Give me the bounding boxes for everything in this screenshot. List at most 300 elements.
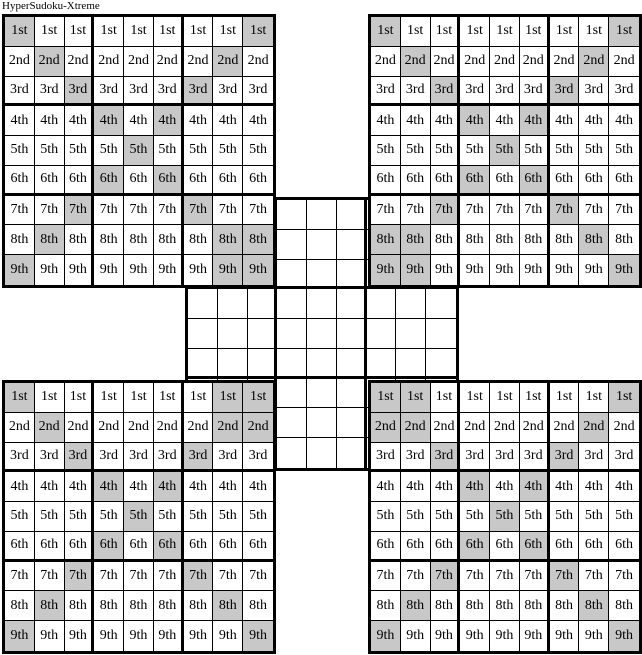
cell-bottom-left-r7c3[interactable]: 7th — [65, 562, 95, 592]
cell-top-left-r6c2[interactable]: 6th — [35, 166, 65, 196]
cell-top-left-r7c6[interactable]: 7th — [154, 196, 184, 226]
cell-bottom-right-r9c5[interactable]: 9th — [490, 621, 520, 651]
cell-bottom-left-r6c9[interactable]: 6th — [243, 532, 273, 562]
cell-center-r5c6[interactable] — [337, 319, 367, 349]
cell-center-r9c5[interactable] — [307, 438, 337, 468]
cell-bottom-left-r3c4[interactable]: 3rd — [94, 443, 124, 473]
cell-top-right-r4c3[interactable]: 4th — [431, 106, 461, 136]
cell-top-right-r8c9[interactable]: 8th — [609, 225, 639, 255]
cell-bottom-left-r4c4[interactable]: 4th — [94, 472, 124, 502]
cell-bottom-right-r4c6[interactable]: 4th — [520, 472, 550, 502]
cell-bottom-right-r1c8[interactable]: 1st — [579, 383, 609, 413]
cell-bottom-left-r3c3[interactable]: 3rd — [65, 443, 95, 473]
cell-top-left-r6c1[interactable]: 6th — [5, 166, 35, 196]
cell-center-r9c6[interactable] — [337, 438, 367, 468]
cell-top-left-r3c6[interactable]: 3rd — [154, 77, 184, 107]
cell-center-r3c5[interactable] — [307, 260, 337, 290]
cell-top-right-r9c1[interactable]: 9th — [371, 255, 401, 285]
cell-bottom-left-r8c1[interactable]: 8th — [5, 591, 35, 621]
cell-center-r4c4[interactable] — [277, 289, 307, 319]
cell-top-right-r8c6[interactable]: 8th — [520, 225, 550, 255]
cell-top-right-r1c1[interactable]: 1st — [371, 17, 401, 47]
cell-top-right-r7c6[interactable]: 7th — [520, 196, 550, 226]
cell-bottom-right-r7c2[interactable]: 7th — [401, 562, 431, 592]
cell-top-right-r4c6[interactable]: 4th — [520, 106, 550, 136]
cell-center-r5c9[interactable] — [426, 319, 456, 349]
cell-top-left-r7c2[interactable]: 7th — [35, 196, 65, 226]
cell-top-right-r2c3[interactable]: 2nd — [431, 47, 461, 77]
cell-top-left-r9c6[interactable]: 9th — [154, 255, 184, 285]
cell-bottom-right-r5c2[interactable]: 5th — [401, 502, 431, 532]
cell-bottom-right-r9c7[interactable]: 9th — [550, 621, 580, 651]
cell-top-right-r8c8[interactable]: 8th — [579, 225, 609, 255]
cell-bottom-right-r5c1[interactable]: 5th — [371, 502, 401, 532]
cell-bottom-left-r1c6[interactable]: 1st — [154, 383, 184, 413]
cell-bottom-right-r4c8[interactable]: 4th — [579, 472, 609, 502]
cell-top-left-r2c2[interactable]: 2nd — [35, 47, 65, 77]
cell-top-right-r4c1[interactable]: 4th — [371, 106, 401, 136]
cell-top-left-r4c1[interactable]: 4th — [5, 106, 35, 136]
cell-bottom-left-r5c5[interactable]: 5th — [124, 502, 154, 532]
cell-bottom-left-r5c7[interactable]: 5th — [184, 502, 214, 532]
cell-bottom-right-r5c7[interactable]: 5th — [550, 502, 580, 532]
cell-top-right-r7c8[interactable]: 7th — [579, 196, 609, 226]
cell-bottom-right-r2c6[interactable]: 2nd — [520, 413, 550, 443]
cell-bottom-right-r3c8[interactable]: 3rd — [579, 443, 609, 473]
cell-bottom-left-r7c1[interactable]: 7th — [5, 562, 35, 592]
cell-top-left-r2c7[interactable]: 2nd — [184, 47, 214, 77]
cell-top-left-r1c2[interactable]: 1st — [35, 17, 65, 47]
cell-center-r4c1[interactable] — [188, 289, 218, 319]
cell-center-r6c2[interactable] — [218, 349, 248, 379]
cell-top-right-r5c3[interactable]: 5th — [431, 136, 461, 166]
cell-top-left-r6c9[interactable]: 6th — [243, 166, 273, 196]
cell-top-left-r3c5[interactable]: 3rd — [124, 77, 154, 107]
cell-bottom-right-r5c4[interactable]: 5th — [460, 502, 490, 532]
cell-bottom-right-r3c7[interactable]: 3rd — [550, 443, 580, 473]
cell-center-r8c6[interactable] — [337, 408, 367, 438]
cell-bottom-right-r8c6[interactable]: 8th — [520, 591, 550, 621]
cell-top-right-r5c2[interactable]: 5th — [401, 136, 431, 166]
cell-top-left-r9c3[interactable]: 9th — [65, 255, 95, 285]
cell-bottom-right-r7c1[interactable]: 7th — [371, 562, 401, 592]
cell-bottom-left-r6c1[interactable]: 6th — [5, 532, 35, 562]
cell-top-right-r5c1[interactable]: 5th — [371, 136, 401, 166]
cell-bottom-right-r4c1[interactable]: 4th — [371, 472, 401, 502]
cell-bottom-right-r1c6[interactable]: 1st — [520, 383, 550, 413]
cell-bottom-left-r1c1[interactable]: 1st — [5, 383, 35, 413]
cell-top-right-r6c2[interactable]: 6th — [401, 166, 431, 196]
cell-top-left-r6c5[interactable]: 6th — [124, 166, 154, 196]
cell-top-right-r4c2[interactable]: 4th — [401, 106, 431, 136]
cell-bottom-left-r4c8[interactable]: 4th — [213, 472, 243, 502]
cell-top-left-r6c4[interactable]: 6th — [94, 166, 124, 196]
cell-center-r5c2[interactable] — [218, 319, 248, 349]
cell-center-r5c1[interactable] — [188, 319, 218, 349]
cell-top-left-r1c4[interactable]: 1st — [94, 17, 124, 47]
cell-bottom-left-r3c5[interactable]: 3rd — [124, 443, 154, 473]
cell-center-r4c8[interactable] — [396, 289, 426, 319]
cell-top-left-r1c8[interactable]: 1st — [213, 17, 243, 47]
cell-top-right-r2c7[interactable]: 2nd — [550, 47, 580, 77]
cell-bottom-left-r1c9[interactable]: 1st — [243, 383, 273, 413]
cell-top-right-r6c3[interactable]: 6th — [431, 166, 461, 196]
cell-top-left-r5c3[interactable]: 5th — [65, 136, 95, 166]
cell-top-right-r3c1[interactable]: 3rd — [371, 77, 401, 107]
cell-bottom-left-r5c3[interactable]: 5th — [65, 502, 95, 532]
cell-top-left-r8c5[interactable]: 8th — [124, 225, 154, 255]
cell-bottom-right-r8c4[interactable]: 8th — [460, 591, 490, 621]
cell-top-left-r5c5[interactable]: 5th — [124, 136, 154, 166]
cell-bottom-right-r1c9[interactable]: 1st — [609, 383, 639, 413]
cell-top-left-r3c3[interactable]: 3rd — [65, 77, 95, 107]
cell-bottom-left-r8c2[interactable]: 8th — [35, 591, 65, 621]
cell-bottom-right-r1c1[interactable]: 1st — [371, 383, 401, 413]
cell-bottom-left-r1c2[interactable]: 1st — [35, 383, 65, 413]
cell-top-right-r5c4[interactable]: 5th — [460, 136, 490, 166]
cell-center-r6c5[interactable] — [307, 349, 337, 379]
cell-bottom-left-r4c6[interactable]: 4th — [154, 472, 184, 502]
cell-top-right-r8c3[interactable]: 8th — [431, 225, 461, 255]
cell-top-right-r3c8[interactable]: 3rd — [579, 77, 609, 107]
cell-bottom-right-r3c5[interactable]: 3rd — [490, 443, 520, 473]
cell-bottom-right-r4c2[interactable]: 4th — [401, 472, 431, 502]
cell-bottom-right-r7c7[interactable]: 7th — [550, 562, 580, 592]
cell-bottom-left-r5c8[interactable]: 5th — [213, 502, 243, 532]
cell-bottom-right-r6c3[interactable]: 6th — [431, 532, 461, 562]
cell-bottom-left-r9c1[interactable]: 9th — [5, 621, 35, 651]
cell-bottom-right-r5c8[interactable]: 5th — [579, 502, 609, 532]
cell-bottom-left-r7c9[interactable]: 7th — [243, 562, 273, 592]
cell-top-right-r1c8[interactable]: 1st — [579, 17, 609, 47]
cell-top-right-r9c9[interactable]: 9th — [609, 255, 639, 285]
cell-top-left-r4c3[interactable]: 4th — [65, 106, 95, 136]
cell-center-r4c9[interactable] — [426, 289, 456, 319]
cell-center-r3c4[interactable] — [277, 260, 307, 290]
cell-top-right-r9c3[interactable]: 9th — [431, 255, 461, 285]
cell-top-left-r2c1[interactable]: 2nd — [5, 47, 35, 77]
cell-bottom-right-r2c9[interactable]: 2nd — [609, 413, 639, 443]
cell-top-left-r2c4[interactable]: 2nd — [94, 47, 124, 77]
cell-top-right-r9c5[interactable]: 9th — [490, 255, 520, 285]
cell-top-left-r6c6[interactable]: 6th — [154, 166, 184, 196]
cell-center-r6c3[interactable] — [248, 349, 278, 379]
cell-bottom-right-r2c1[interactable]: 2nd — [371, 413, 401, 443]
cell-bottom-right-r6c8[interactable]: 6th — [579, 532, 609, 562]
cell-top-left-r9c9[interactable]: 9th — [243, 255, 273, 285]
cell-top-right-r1c4[interactable]: 1st — [460, 17, 490, 47]
cell-bottom-right-r7c4[interactable]: 7th — [460, 562, 490, 592]
cell-top-right-r4c9[interactable]: 4th — [609, 106, 639, 136]
cell-top-right-r2c4[interactable]: 2nd — [460, 47, 490, 77]
cell-bottom-right-r8c3[interactable]: 8th — [431, 591, 461, 621]
cell-bottom-right-r8c5[interactable]: 8th — [490, 591, 520, 621]
cell-bottom-right-r2c8[interactable]: 2nd — [579, 413, 609, 443]
cell-center-r6c4[interactable] — [277, 349, 307, 379]
cell-top-left-r5c2[interactable]: 5th — [35, 136, 65, 166]
cell-top-left-r8c9[interactable]: 8th — [243, 225, 273, 255]
cell-center-r7c4[interactable] — [277, 379, 307, 409]
cell-bottom-left-r6c2[interactable]: 6th — [35, 532, 65, 562]
cell-top-right-r6c5[interactable]: 6th — [490, 166, 520, 196]
cell-top-left-r1c5[interactable]: 1st — [124, 17, 154, 47]
cell-top-right-r6c9[interactable]: 6th — [609, 166, 639, 196]
cell-bottom-right-r4c5[interactable]: 4th — [490, 472, 520, 502]
cell-bottom-right-r5c3[interactable]: 5th — [431, 502, 461, 532]
cell-bottom-right-r7c5[interactable]: 7th — [490, 562, 520, 592]
cell-top-right-r5c7[interactable]: 5th — [550, 136, 580, 166]
cell-bottom-right-r2c2[interactable]: 2nd — [401, 413, 431, 443]
cell-bottom-left-r8c3[interactable]: 8th — [65, 591, 95, 621]
cell-bottom-right-r3c9[interactable]: 3rd — [609, 443, 639, 473]
cell-center-r2c4[interactable] — [277, 230, 307, 260]
cell-top-right-r4c4[interactable]: 4th — [460, 106, 490, 136]
cell-bottom-right-r2c5[interactable]: 2nd — [490, 413, 520, 443]
cell-bottom-left-r4c7[interactable]: 4th — [184, 472, 214, 502]
cell-top-left-r1c6[interactable]: 1st — [154, 17, 184, 47]
cell-bottom-left-r7c4[interactable]: 7th — [94, 562, 124, 592]
cell-bottom-left-r7c5[interactable]: 7th — [124, 562, 154, 592]
cell-center-r8c5[interactable] — [307, 408, 337, 438]
cell-bottom-left-r1c4[interactable]: 1st — [94, 383, 124, 413]
cell-bottom-left-r7c7[interactable]: 7th — [184, 562, 214, 592]
cell-bottom-right-r7c6[interactable]: 7th — [520, 562, 550, 592]
cell-bottom-left-r8c7[interactable]: 8th — [184, 591, 214, 621]
cell-top-right-r8c5[interactable]: 8th — [490, 225, 520, 255]
cell-bottom-left-r2c9[interactable]: 2nd — [243, 413, 273, 443]
cell-top-right-r7c3[interactable]: 7th — [431, 196, 461, 226]
cell-top-left-r7c1[interactable]: 7th — [5, 196, 35, 226]
cell-bottom-right-r2c4[interactable]: 2nd — [460, 413, 490, 443]
cell-bottom-left-r8c6[interactable]: 8th — [154, 591, 184, 621]
cell-top-left-r3c4[interactable]: 3rd — [94, 77, 124, 107]
cell-center-r6c8[interactable] — [396, 349, 426, 379]
cell-bottom-right-r3c3[interactable]: 3rd — [431, 443, 461, 473]
cell-bottom-left-r6c4[interactable]: 6th — [94, 532, 124, 562]
cell-bottom-left-r9c6[interactable]: 9th — [154, 621, 184, 651]
cell-top-right-r6c7[interactable]: 6th — [550, 166, 580, 196]
cell-center-r5c5[interactable] — [307, 319, 337, 349]
cell-center-r2c6[interactable] — [337, 230, 367, 260]
cell-bottom-right-r8c9[interactable]: 8th — [609, 591, 639, 621]
cell-top-right-r4c5[interactable]: 4th — [490, 106, 520, 136]
cell-bottom-left-r1c8[interactable]: 1st — [213, 383, 243, 413]
cell-bottom-left-r1c5[interactable]: 1st — [124, 383, 154, 413]
cell-top-right-r8c1[interactable]: 8th — [371, 225, 401, 255]
cell-top-right-r5c8[interactable]: 5th — [579, 136, 609, 166]
cell-bottom-right-r3c6[interactable]: 3rd — [520, 443, 550, 473]
cell-top-left-r4c5[interactable]: 4th — [124, 106, 154, 136]
cell-top-right-r3c5[interactable]: 3rd — [490, 77, 520, 107]
cell-bottom-left-r6c6[interactable]: 6th — [154, 532, 184, 562]
cell-top-left-r7c9[interactable]: 7th — [243, 196, 273, 226]
cell-top-left-r2c6[interactable]: 2nd — [154, 47, 184, 77]
cell-center-r5c8[interactable] — [396, 319, 426, 349]
cell-top-left-r8c8[interactable]: 8th — [213, 225, 243, 255]
cell-bottom-left-r7c2[interactable]: 7th — [35, 562, 65, 592]
cell-bottom-left-r4c3[interactable]: 4th — [65, 472, 95, 502]
cell-bottom-left-r2c8[interactable]: 2nd — [213, 413, 243, 443]
cell-bottom-left-r8c4[interactable]: 8th — [94, 591, 124, 621]
cell-bottom-left-r2c5[interactable]: 2nd — [124, 413, 154, 443]
cell-bottom-right-r4c4[interactable]: 4th — [460, 472, 490, 502]
cell-bottom-left-r6c3[interactable]: 6th — [65, 532, 95, 562]
cell-top-right-r6c6[interactable]: 6th — [520, 166, 550, 196]
cell-bottom-left-r3c2[interactable]: 3rd — [35, 443, 65, 473]
cell-top-right-r1c5[interactable]: 1st — [490, 17, 520, 47]
cell-bottom-right-r4c3[interactable]: 4th — [431, 472, 461, 502]
cell-bottom-right-r9c9[interactable]: 9th — [609, 621, 639, 651]
cell-bottom-left-r2c1[interactable]: 2nd — [5, 413, 35, 443]
cell-top-right-r3c9[interactable]: 3rd — [609, 77, 639, 107]
cell-top-right-r3c2[interactable]: 3rd — [401, 77, 431, 107]
cell-bottom-right-r4c7[interactable]: 4th — [550, 472, 580, 502]
cell-bottom-left-r1c7[interactable]: 1st — [184, 383, 214, 413]
cell-center-r8c4[interactable] — [277, 408, 307, 438]
cell-bottom-left-r3c6[interactable]: 3rd — [154, 443, 184, 473]
cell-center-r6c7[interactable] — [367, 349, 397, 379]
cell-bottom-right-r7c8[interactable]: 7th — [579, 562, 609, 592]
cell-top-left-r4c6[interactable]: 4th — [154, 106, 184, 136]
cell-bottom-left-r9c2[interactable]: 9th — [35, 621, 65, 651]
cell-top-left-r1c7[interactable]: 1st — [184, 17, 214, 47]
cell-bottom-right-r8c1[interactable]: 8th — [371, 591, 401, 621]
cell-bottom-left-r9c9[interactable]: 9th — [243, 621, 273, 651]
cell-top-left-r6c7[interactable]: 6th — [184, 166, 214, 196]
cell-top-right-r3c7[interactable]: 3rd — [550, 77, 580, 107]
cell-center-r1c5[interactable] — [307, 200, 337, 230]
cell-top-left-r8c3[interactable]: 8th — [65, 225, 95, 255]
cell-top-left-r4c2[interactable]: 4th — [35, 106, 65, 136]
cell-top-left-r9c8[interactable]: 9th — [213, 255, 243, 285]
cell-center-r3c6[interactable] — [337, 260, 367, 290]
cell-center-r1c4[interactable] — [277, 200, 307, 230]
cell-center-r4c3[interactable] — [248, 289, 278, 319]
cell-bottom-left-r6c5[interactable]: 6th — [124, 532, 154, 562]
cell-bottom-left-r5c4[interactable]: 5th — [94, 502, 124, 532]
cell-top-left-r2c5[interactable]: 2nd — [124, 47, 154, 77]
cell-top-right-r9c2[interactable]: 9th — [401, 255, 431, 285]
cell-bottom-right-r9c8[interactable]: 9th — [579, 621, 609, 651]
cell-bottom-left-r2c3[interactable]: 2nd — [65, 413, 95, 443]
cell-top-left-r9c5[interactable]: 9th — [124, 255, 154, 285]
cell-top-left-r8c1[interactable]: 8th — [5, 225, 35, 255]
cell-bottom-left-r4c9[interactable]: 4th — [243, 472, 273, 502]
cell-top-left-r3c7[interactable]: 3rd — [184, 77, 214, 107]
cell-bottom-right-r9c2[interactable]: 9th — [401, 621, 431, 651]
cell-bottom-right-r6c6[interactable]: 6th — [520, 532, 550, 562]
cell-top-right-r5c9[interactable]: 5th — [609, 136, 639, 166]
cell-bottom-right-r3c4[interactable]: 3rd — [460, 443, 490, 473]
cell-top-left-r5c8[interactable]: 5th — [213, 136, 243, 166]
cell-bottom-right-r5c9[interactable]: 5th — [609, 502, 639, 532]
cell-top-right-r9c6[interactable]: 9th — [520, 255, 550, 285]
cell-top-right-r7c7[interactable]: 7th — [550, 196, 580, 226]
cell-top-right-r2c5[interactable]: 2nd — [490, 47, 520, 77]
cell-bottom-right-r6c9[interactable]: 6th — [609, 532, 639, 562]
cell-top-left-r5c6[interactable]: 5th — [154, 136, 184, 166]
cell-top-right-r7c5[interactable]: 7th — [490, 196, 520, 226]
cell-top-right-r3c3[interactable]: 3rd — [431, 77, 461, 107]
cell-top-left-r8c7[interactable]: 8th — [184, 225, 214, 255]
cell-bottom-right-r4c9[interactable]: 4th — [609, 472, 639, 502]
cell-top-right-r8c7[interactable]: 8th — [550, 225, 580, 255]
cell-top-right-r1c3[interactable]: 1st — [431, 17, 461, 47]
cell-top-right-r7c9[interactable]: 7th — [609, 196, 639, 226]
cell-center-r6c9[interactable] — [426, 349, 456, 379]
cell-bottom-right-r1c7[interactable]: 1st — [550, 383, 580, 413]
cell-top-left-r4c8[interactable]: 4th — [213, 106, 243, 136]
cell-bottom-right-r1c5[interactable]: 1st — [490, 383, 520, 413]
cell-top-left-r6c8[interactable]: 6th — [213, 166, 243, 196]
cell-bottom-right-r8c7[interactable]: 8th — [550, 591, 580, 621]
cell-top-left-r7c3[interactable]: 7th — [65, 196, 95, 226]
cell-bottom-left-r5c1[interactable]: 5th — [5, 502, 35, 532]
cell-top-right-r1c9[interactable]: 1st — [609, 17, 639, 47]
cell-top-right-r3c6[interactable]: 3rd — [520, 77, 550, 107]
cell-top-left-r3c1[interactable]: 3rd — [5, 77, 35, 107]
cell-top-right-r7c2[interactable]: 7th — [401, 196, 431, 226]
cell-top-right-r2c1[interactable]: 2nd — [371, 47, 401, 77]
cell-bottom-right-r9c6[interactable]: 9th — [520, 621, 550, 651]
cell-top-left-r9c1[interactable]: 9th — [5, 255, 35, 285]
cell-bottom-left-r4c2[interactable]: 4th — [35, 472, 65, 502]
cell-bottom-left-r3c7[interactable]: 3rd — [184, 443, 214, 473]
cell-bottom-left-r9c4[interactable]: 9th — [94, 621, 124, 651]
cell-center-r5c4[interactable] — [277, 319, 307, 349]
cell-top-right-r1c6[interactable]: 1st — [520, 17, 550, 47]
cell-top-left-r7c4[interactable]: 7th — [94, 196, 124, 226]
cell-center-r4c5[interactable] — [307, 289, 337, 319]
cell-top-left-r7c5[interactable]: 7th — [124, 196, 154, 226]
cell-center-r6c1[interactable] — [188, 349, 218, 379]
cell-top-left-r9c7[interactable]: 9th — [184, 255, 214, 285]
cell-top-right-r7c4[interactable]: 7th — [460, 196, 490, 226]
cell-bottom-left-r9c7[interactable]: 9th — [184, 621, 214, 651]
cell-bottom-right-r1c4[interactable]: 1st — [460, 383, 490, 413]
cell-bottom-right-r5c5[interactable]: 5th — [490, 502, 520, 532]
cell-top-right-r8c4[interactable]: 8th — [460, 225, 490, 255]
cell-center-r4c2[interactable] — [218, 289, 248, 319]
cell-top-right-r2c9[interactable]: 2nd — [609, 47, 639, 77]
cell-bottom-left-r9c5[interactable]: 9th — [124, 621, 154, 651]
cell-top-left-r2c8[interactable]: 2nd — [213, 47, 243, 77]
cell-bottom-right-r1c2[interactable]: 1st — [401, 383, 431, 413]
cell-top-left-r9c4[interactable]: 9th — [94, 255, 124, 285]
cell-top-left-r4c4[interactable]: 4th — [94, 106, 124, 136]
cell-top-left-r2c9[interactable]: 2nd — [243, 47, 273, 77]
cell-bottom-left-r5c9[interactable]: 5th — [243, 502, 273, 532]
cell-bottom-left-r4c1[interactable]: 4th — [5, 472, 35, 502]
cell-top-right-r3c4[interactable]: 3rd — [460, 77, 490, 107]
cell-bottom-right-r2c3[interactable]: 2nd — [431, 413, 461, 443]
cell-center-r4c6[interactable] — [337, 289, 367, 319]
cell-bottom-left-r6c7[interactable]: 6th — [184, 532, 214, 562]
cell-top-right-r2c6[interactable]: 2nd — [520, 47, 550, 77]
cell-bottom-right-r9c4[interactable]: 9th — [460, 621, 490, 651]
cell-top-right-r9c7[interactable]: 9th — [550, 255, 580, 285]
cell-bottom-right-r3c1[interactable]: 3rd — [371, 443, 401, 473]
cell-top-left-r8c2[interactable]: 8th — [35, 225, 65, 255]
cell-top-right-r6c4[interactable]: 6th — [460, 166, 490, 196]
cell-center-r7c6[interactable] — [337, 379, 367, 409]
cell-top-left-r4c7[interactable]: 4th — [184, 106, 214, 136]
cell-top-right-r5c5[interactable]: 5th — [490, 136, 520, 166]
cell-bottom-left-r7c6[interactable]: 7th — [154, 562, 184, 592]
cell-center-r4c7[interactable] — [367, 289, 397, 319]
cell-bottom-left-r8c8[interactable]: 8th — [213, 591, 243, 621]
cell-top-right-r4c8[interactable]: 4th — [579, 106, 609, 136]
